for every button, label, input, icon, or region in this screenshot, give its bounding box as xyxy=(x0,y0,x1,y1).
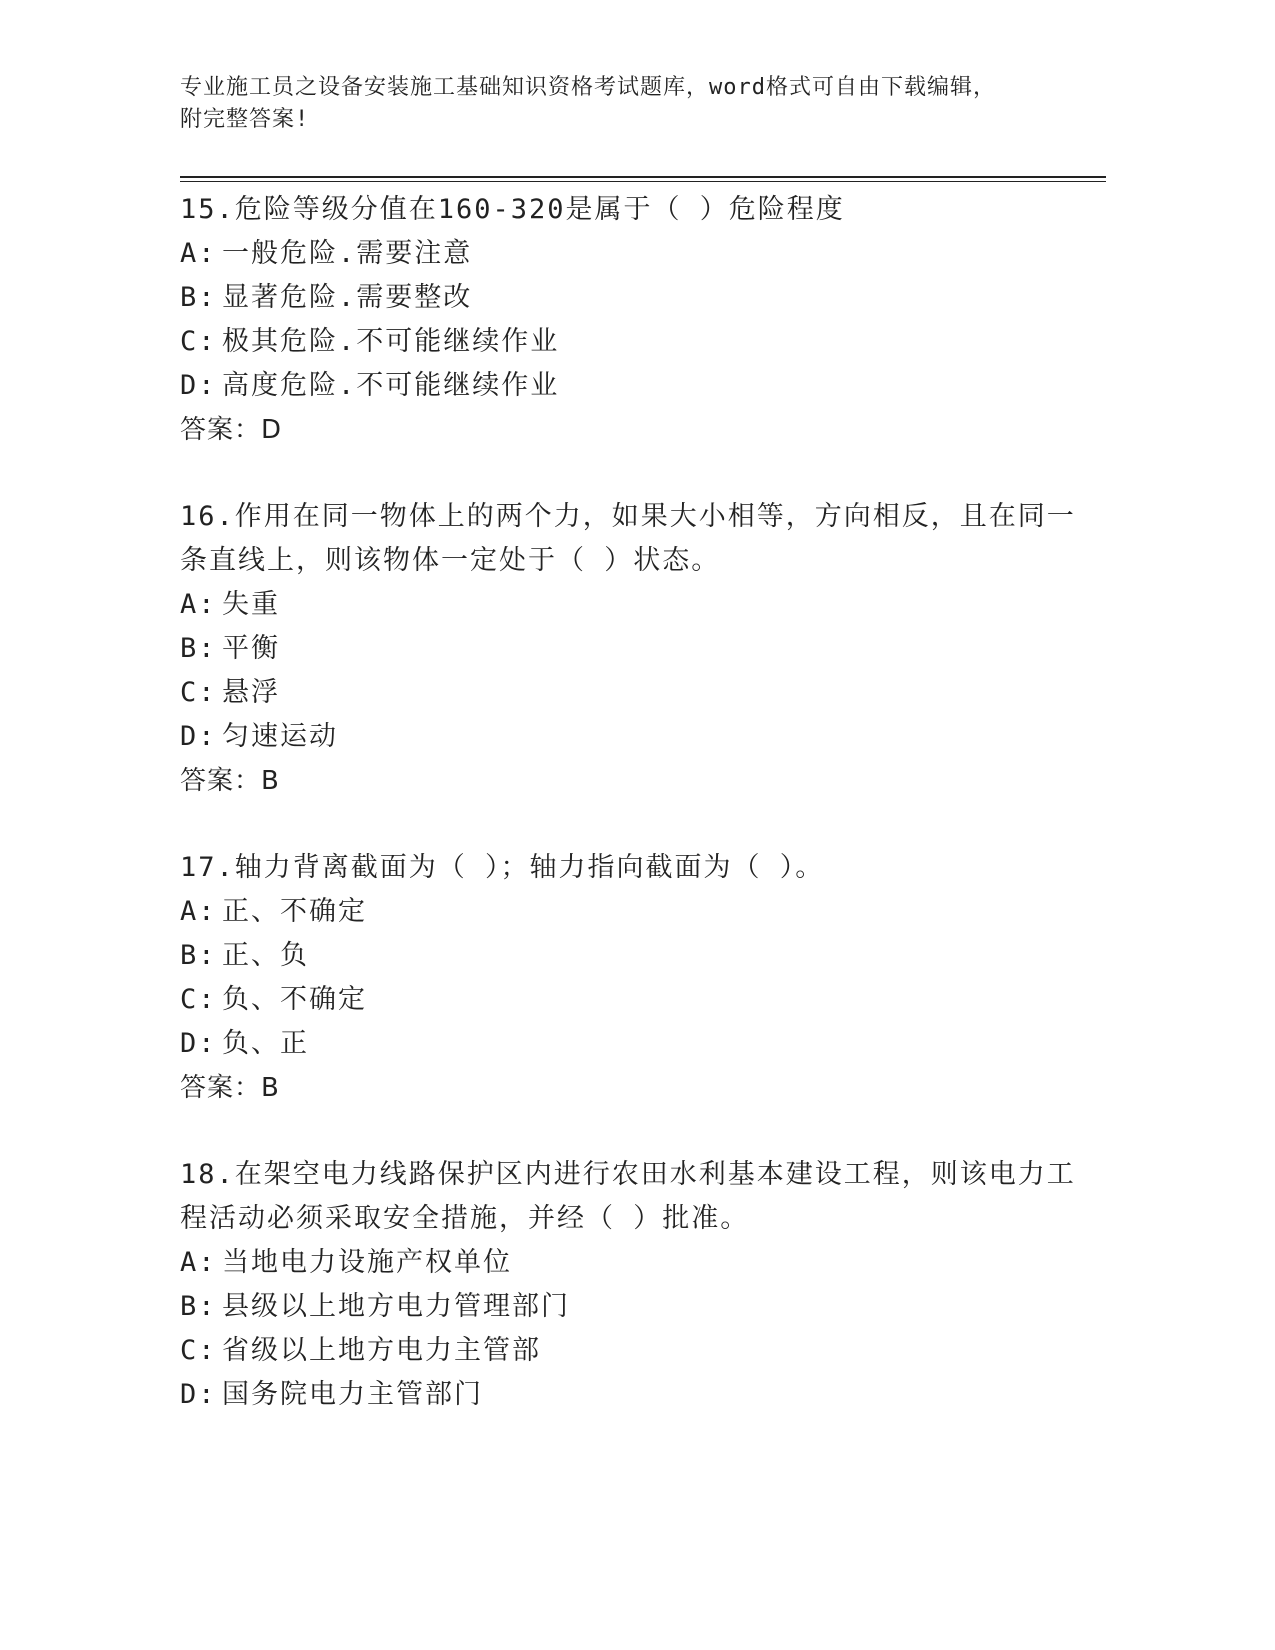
question-stem-continued: 条直线上，则该物体一定处于（ ）状态。 xyxy=(180,545,721,576)
question-list xyxy=(180,188,1080,1460)
option-text: 正、不确定 xyxy=(222,896,367,927)
option-b xyxy=(180,627,1080,671)
document-header xyxy=(180,72,1080,136)
option-key: D: xyxy=(180,1379,217,1410)
option-text: 失重 xyxy=(222,589,280,620)
option-text: 省级以上地方电力主管部 xyxy=(222,1335,541,1366)
option-key: B: xyxy=(180,633,217,664)
option-c xyxy=(180,978,1080,1022)
question-stem: 16.作用在同一物体上的两个力，如果大小相等，方向相反，且在同一 xyxy=(180,501,1076,532)
option-key: C: xyxy=(180,984,217,1015)
question-15 xyxy=(180,188,1080,452)
option-text: 正、负 xyxy=(222,940,309,971)
option-text: 显著危险.需要整改 xyxy=(222,282,473,313)
option-text: 匀速运动 xyxy=(222,721,338,752)
option-key: C: xyxy=(180,1335,217,1366)
option-key: B: xyxy=(180,1291,217,1322)
option-b xyxy=(180,1285,1080,1329)
option-c xyxy=(180,671,1080,715)
option-key: D: xyxy=(180,1028,217,1059)
option-text: 负、正 xyxy=(222,1028,309,1059)
option-d xyxy=(180,1373,1080,1417)
option-text: 国务院电力主管部门 xyxy=(222,1379,483,1410)
option-text: 一般危险.需要注意 xyxy=(222,238,473,269)
option-c xyxy=(180,320,1080,364)
option-a xyxy=(180,1241,1080,1285)
header-line-1: 专业施工员之设备安装施工基础知识资格考试题库，word格式可自由下载编辑， xyxy=(180,75,996,100)
option-text: 当地电力设施产权单位 xyxy=(222,1247,512,1278)
option-key: A: xyxy=(180,589,217,620)
option-b xyxy=(180,934,1080,978)
option-key: D: xyxy=(180,721,217,752)
option-d xyxy=(180,1022,1080,1066)
question-stem: 15.危险等级分值在160-320是属于（ ）危险程度 xyxy=(180,194,845,225)
option-text: 县级以上地方电力管理部门 xyxy=(222,1291,570,1322)
option-text: 极其危险.不可能继续作业 xyxy=(222,326,560,357)
question-17 xyxy=(180,846,1080,1110)
option-d xyxy=(180,364,1080,408)
question-stem: 18.在架空电力线路保护区内进行农田水利基本建设工程，则该电力工 xyxy=(180,1159,1076,1190)
option-a xyxy=(180,890,1080,934)
option-key: C: xyxy=(180,326,217,357)
header-line-2: 附完整答案! xyxy=(180,107,310,132)
option-key: C: xyxy=(180,677,217,708)
question-16 xyxy=(180,495,1080,803)
question-18 xyxy=(180,1153,1080,1417)
option-key: B: xyxy=(180,940,217,971)
option-key: B: xyxy=(180,282,217,313)
option-d xyxy=(180,715,1080,759)
answer-text: 答案：D xyxy=(180,415,283,445)
option-b xyxy=(180,276,1080,320)
question-stem-continued: 程活动必须采取安全措施，并经（ ）批准。 xyxy=(180,1203,750,1234)
option-key: A: xyxy=(180,1247,217,1278)
question-stem: 17.轴力背离截面为（ ）；轴力指向截面为（ ）。 xyxy=(180,852,825,883)
option-c xyxy=(180,1329,1080,1373)
option-text: 负、不确定 xyxy=(222,984,367,1015)
option-key: A: xyxy=(180,238,217,269)
option-a xyxy=(180,583,1080,627)
header-divider-thin xyxy=(180,181,1106,182)
option-a xyxy=(180,232,1080,276)
answer-text: 答案：B xyxy=(180,1073,280,1103)
option-key: D: xyxy=(180,370,217,401)
header-divider-thick xyxy=(180,176,1106,178)
option-key: A: xyxy=(180,896,217,927)
option-text: 高度危险.不可能继续作业 xyxy=(222,370,560,401)
option-text: 悬浮 xyxy=(222,677,280,708)
answer-text: 答案：B xyxy=(180,766,280,796)
option-text: 平衡 xyxy=(222,633,280,664)
